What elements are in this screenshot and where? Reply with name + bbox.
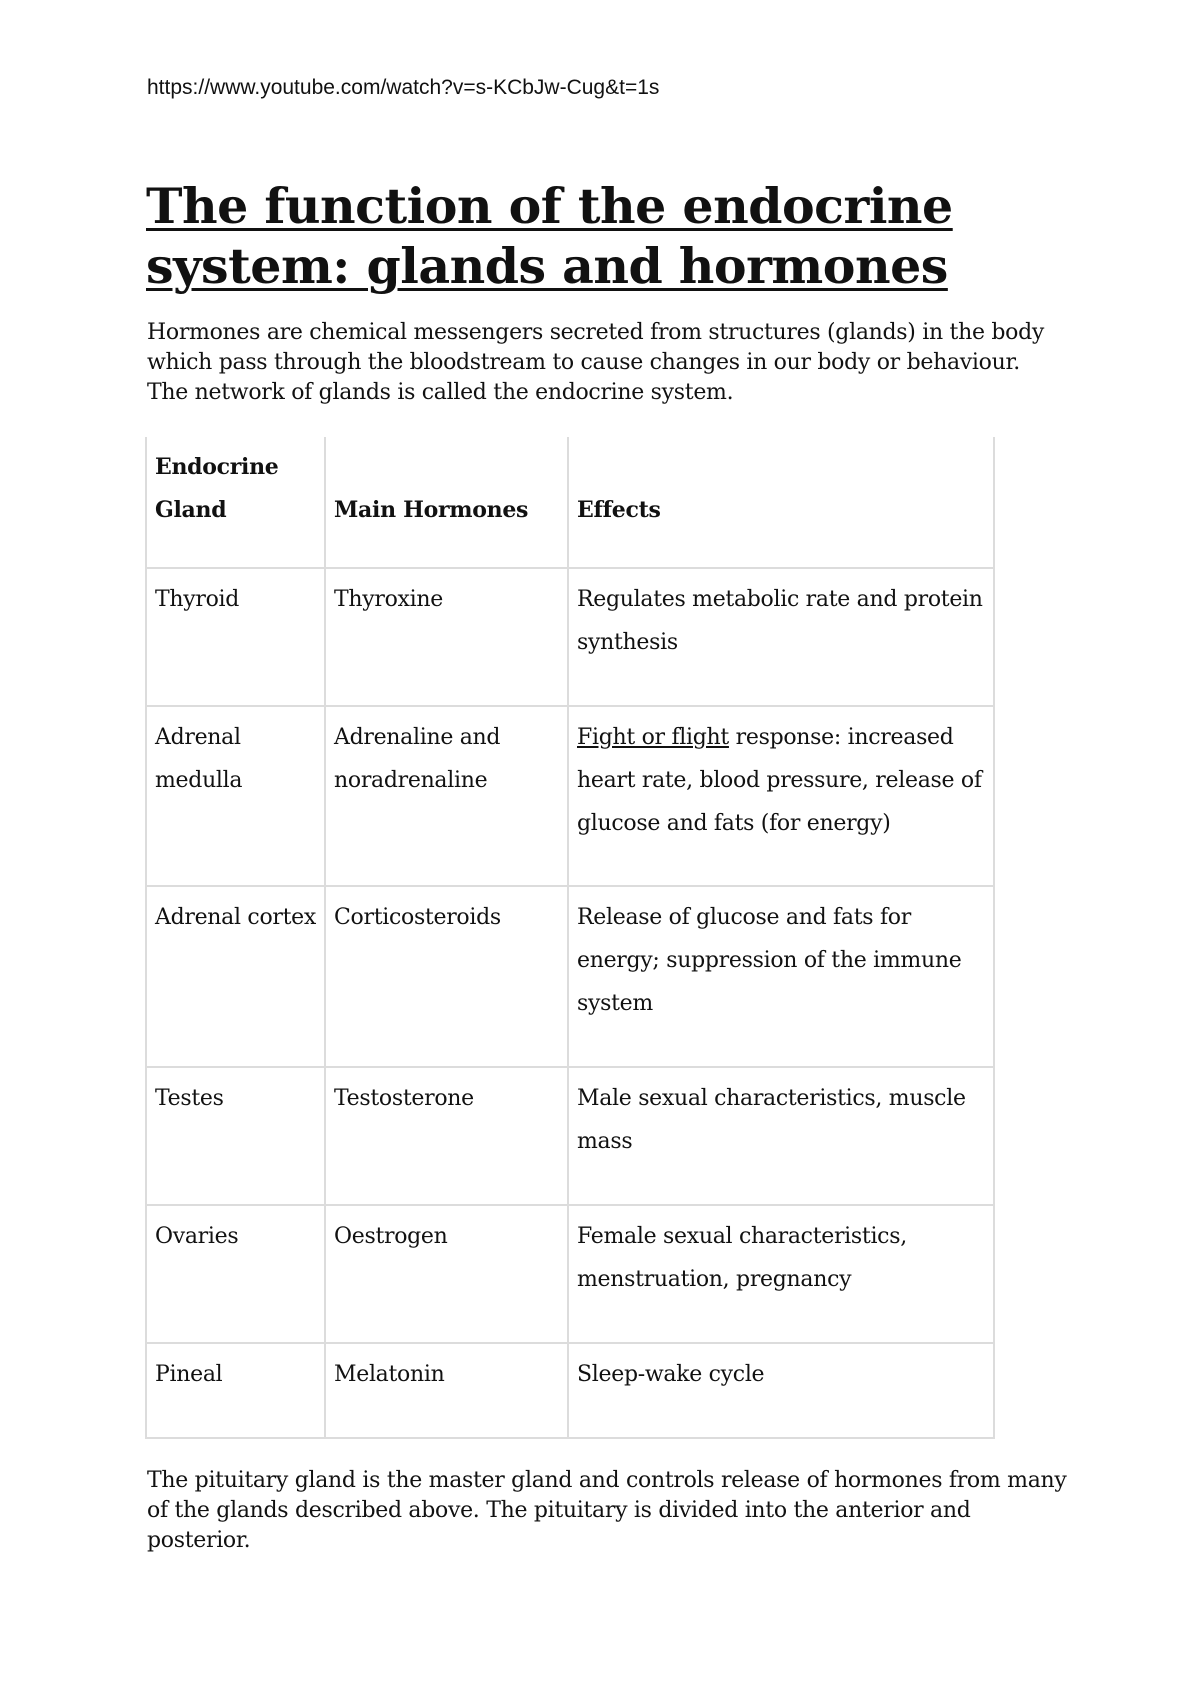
header-endocrine-gland: Endocrine Gland xyxy=(146,437,325,568)
effects-cell xyxy=(568,1205,994,1343)
table-row xyxy=(146,1205,994,1343)
effects-text: response: increased heart rate, blood pressure, release of glucose and fats (for energy) xyxy=(577,725,982,836)
hormones-cell: Testosterone xyxy=(325,1067,568,1205)
gland-cell: Testes xyxy=(146,1067,325,1205)
table-header-row xyxy=(146,437,994,568)
effects-cell xyxy=(568,568,994,706)
page-title: The function of the endocrine system: glands and hormones xyxy=(146,177,953,295)
effects-text: Male sexual characteristics, muscle mass xyxy=(577,1086,966,1154)
table-row xyxy=(146,706,994,886)
effects-text: Regulates metabolic rate and protein synthesis xyxy=(577,587,983,655)
effects-cell xyxy=(568,1343,994,1438)
header-main-hormones: Main Hormones xyxy=(325,437,568,568)
gland-cell: Adrenal medulla xyxy=(146,706,325,886)
effects-text: Sleep-wake cycle xyxy=(577,1362,765,1387)
effects-cell xyxy=(568,886,994,1067)
table-row xyxy=(146,886,994,1067)
gland-cell: Adrenal cortex xyxy=(146,886,325,1067)
source-url[interactable]: https://www.youtube.com/watch?v=s-KCbJw-Cug&t=1s xyxy=(147,76,660,99)
hormones-cell: Thyroxine xyxy=(325,568,568,706)
effects-text: Female sexual characteristics, menstruation, pregnancy xyxy=(577,1224,907,1292)
effects-cell xyxy=(568,706,994,886)
effects-text: Release of glucose and fats for energy; suppression of the immune system xyxy=(577,905,962,1016)
outro-paragraph: The pituitary gland is the master gland and controls release of hormones from many of the glands described above. The pituitary is divided into the anterior and posterior. xyxy=(147,1468,1067,1553)
endocrine-table xyxy=(145,437,995,1439)
hormones-cell: Adrenaline and noradrenaline xyxy=(325,706,568,886)
gland-cell: Thyroid xyxy=(146,568,325,706)
hormones-cell: Oestrogen xyxy=(325,1205,568,1343)
gland-cell: Pineal xyxy=(146,1343,325,1438)
table-row xyxy=(146,568,994,706)
table-row xyxy=(146,1343,994,1438)
effects-cell xyxy=(568,1067,994,1205)
header-effects: Effects xyxy=(568,437,994,568)
intro-paragraph: Hormones are chemical messengers secreted from structures (glands) in the body which pass through the bloodstream to cause changes in our body or behaviour. The network of glands is called the endocrine system. xyxy=(147,320,1045,405)
hormones-cell: Melatonin xyxy=(325,1343,568,1438)
gland-cell: Ovaries xyxy=(146,1205,325,1343)
hormones-cell: Corticosteroids xyxy=(325,886,568,1067)
fight-or-flight-term: Fight or flight xyxy=(577,725,729,750)
table-row xyxy=(146,1067,994,1205)
